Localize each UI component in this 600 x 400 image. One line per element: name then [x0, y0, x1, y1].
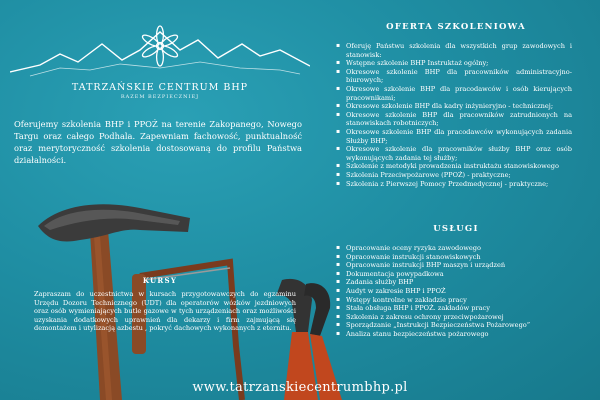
list-item: ▪ Zadania służby BHP [336, 278, 572, 287]
list-item: ▪ Sporządzanie „Instrukcji Bezpieczeństwa Pożarowego” [336, 321, 572, 330]
list-item: ▪ Wstępne szkolenie BHP Instruktaż ogólny; [336, 59, 572, 68]
brand-subtitle: RAZEM BEZPIECZNIEJ [120, 94, 200, 100]
list-item: ▪ Analiza stanu bezpieczeństwa pożarowego [336, 330, 572, 339]
website-url[interactable]: www.tatrzanskiecentrumbhp.pl [192, 380, 408, 395]
list-item: ▪ Szkolenie z metodyki prowadzenia instruktażu stanowiskowego [336, 162, 572, 171]
list-item: ▪ Stała obsługa BHP i PPOŻ. zakładów pracy [336, 304, 572, 313]
list-item: ▪ Okresowe szkolenie BHP dla pracowników administracyjno-biurowych; [336, 68, 572, 85]
list-item: ▪ Okresowe szkolenie BHP dla pracowników zatrudnionych na stanowiskach robotniczych; [336, 111, 572, 128]
list-item: ▪ Szkolenia z zakresu ochrony przeciwpożarowej [336, 313, 572, 322]
kursy-paragraph: Zapraszam do uczestnictwa w kursach przygotowawczych do egzaminu Urzędu Dozoru Technicznego (UDT) dla operatorów wózków jezdniowych oraz osób wymieniających butle gazowe w tych urządzeniach oraz możliwości uzyskania dodatkowych uprawnień dla dekarzy i firm zajmującą się demontażem i utylizacją azbestu , pokryć dachowych wykonanych z eternitu. [34, 290, 296, 333]
list-item: ▪ Opracowanie instrukcji BHP maszyn i urządzeń [336, 261, 572, 270]
list-item: ▪ Wstępy kontrolne w zakładzie pracy [336, 296, 572, 305]
uslugi-list [336, 244, 572, 339]
list-item: ▪ Okresowe szkolenie BHP dla kadry inżynieryjno - technicznej; [336, 102, 572, 111]
list-item: ▪ Szkolenia z Pierwszej Pomocy Przedmedycznej - praktyczne; [336, 180, 572, 189]
uslugi-heading: USŁUGI [433, 224, 479, 234]
list-item: ▪ Okresowe szkolenie BHP dla pracodawców i osób kierujących pracownikami; [336, 85, 572, 102]
list-item: ▪ Szkolenia Przeciwpożarowe (PPOŻ) - praktyczne; [336, 171, 572, 180]
kursy-heading: KURSY [142, 276, 178, 285]
list-item: ▪ Dokumentacja powypadkowa [336, 270, 572, 279]
list-item: ▪ Opracowanie instrukcji stanowiskowych [336, 253, 572, 262]
list-item: ▪ Opracowanie oceny ryzyka zawodowego [336, 244, 572, 253]
intro-paragraph: Oferujemy szkolenia BHP i PPOŻ na terenie Zakopanego, Nowego Targu oraz całego Podhala. Zapewniam fachowość, punktualność oraz merytoryczność szkolenia dostosowaną do profilu Państwa działalności. [14, 119, 302, 165]
oferta-list [336, 42, 572, 188]
oferta-heading: OFERTA SZKOLENIOWA [386, 22, 526, 32]
brand-name: TATRZAŃSKIE CENTRUM BHP [71, 82, 249, 93]
list-item: ▪ Oferuję Państwu szkolenia dla wszystkich grup zawodowych i stanowisk: [336, 42, 572, 59]
list-item: ▪ Okresowe szkolenie BHP dla pracodawców wykonujących zadania Służby BHP; [336, 128, 572, 145]
logo-mountains [10, 10, 310, 120]
list-item: ▪ Okresowe szkolenie dla pracowników służby BHP oraz osób wykonujących zadania tej służby; [336, 145, 572, 162]
list-item: ▪ Audyt w zakresie BHP i PPOŻ [336, 287, 572, 296]
